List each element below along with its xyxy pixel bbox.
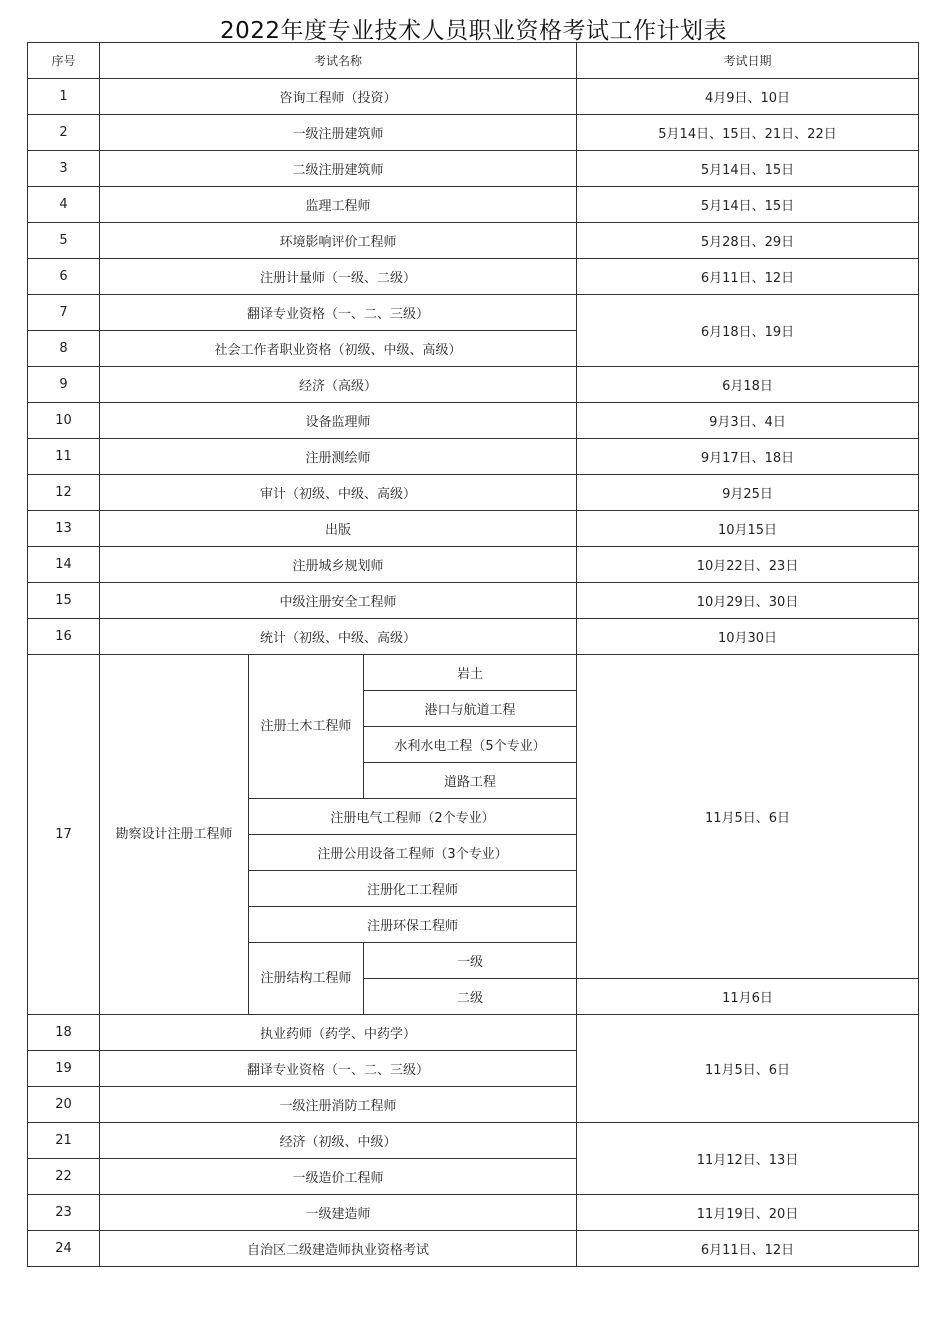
table-row: [28, 1231, 919, 1267]
row-number: 22: [28, 1159, 100, 1195]
table-row: [28, 1195, 919, 1231]
exam-name: 一级注册消防工程师: [100, 1087, 577, 1123]
exam-date: 9月17日、18日: [577, 439, 919, 475]
row-number: 2: [28, 115, 100, 151]
exam-date: 9月3日、4日: [577, 403, 919, 439]
header-row: [28, 43, 919, 79]
exam-specialty: 水利水电工程（5个专业）: [364, 727, 577, 763]
row-number: 18: [28, 1015, 100, 1051]
exam-date: 5月14日、15日、21日、22日: [577, 115, 919, 151]
row-number: 9: [28, 367, 100, 403]
exam-date: 5月14日、15日: [577, 187, 919, 223]
table-row: [28, 79, 919, 115]
exam-name: 一级注册建筑师: [100, 115, 577, 151]
exam-name: 经济（高级）: [100, 367, 577, 403]
table-row: [28, 1123, 919, 1159]
exam-subgroup-name: 注册电气工程师（2个专业）: [249, 799, 577, 835]
exam-specialty: 港口与航道工程: [364, 691, 577, 727]
row-number: 1: [28, 79, 100, 115]
exam-name: 审计（初级、中级、高级）: [100, 475, 577, 511]
table-row: [28, 511, 919, 547]
exam-subgroup-name: 注册化工工程师: [249, 871, 577, 907]
exam-name: 监理工程师: [100, 187, 577, 223]
exam-name: 翻译专业资格（一、二、三级）: [100, 295, 577, 331]
row-number: 14: [28, 547, 100, 583]
row-number: 5: [28, 223, 100, 259]
exam-date: 11月5日、6日: [577, 655, 919, 979]
exam-date: 9月25日: [577, 475, 919, 511]
exam-name: 自治区二级建造师执业资格考试: [100, 1231, 577, 1267]
row-number: 13: [28, 511, 100, 547]
table-row: [28, 151, 919, 187]
exam-specialty: 道路工程: [364, 763, 577, 799]
table-row: [28, 295, 919, 331]
exam-name: 环境影响评价工程师: [100, 223, 577, 259]
exam-date: 11月19日、20日: [577, 1195, 919, 1231]
row-number: 19: [28, 1051, 100, 1087]
table-row: [28, 403, 919, 439]
exam-name: 二级注册建筑师: [100, 151, 577, 187]
exam-date: 10月22日、23日: [577, 547, 919, 583]
exam-name: 中级注册安全工程师: [100, 583, 577, 619]
exam-name: 出版: [100, 511, 577, 547]
row-number: 16: [28, 619, 100, 655]
exam-date: 11月5日、6日: [577, 1015, 919, 1123]
exam-specialty: 岩土: [364, 655, 577, 691]
exam-name: 注册测绘师: [100, 439, 577, 475]
exam-name: 执业药师（药学、中药学）: [100, 1015, 577, 1051]
table-row: [28, 475, 919, 511]
row-number: 6: [28, 259, 100, 295]
row-number: 17: [28, 655, 100, 1015]
row-number: 10: [28, 403, 100, 439]
table-row: [28, 115, 919, 151]
row-number: 12: [28, 475, 100, 511]
exam-name: 注册城乡规划师: [100, 547, 577, 583]
exam-date: 11月6日: [577, 979, 919, 1015]
exam-date: 5月14日、15日: [577, 151, 919, 187]
table-row: [28, 655, 919, 691]
row-number: 15: [28, 583, 100, 619]
table-row: [28, 259, 919, 295]
exam-date: 6月11日、12日: [577, 1231, 919, 1267]
table-row: [28, 547, 919, 583]
exam-date: 11月12日、13日: [577, 1123, 919, 1195]
exam-name: 咨询工程师（投资）: [100, 79, 577, 115]
table-row: [28, 439, 919, 475]
exam-name: 经济（初级、中级）: [100, 1123, 577, 1159]
exam-date: 4月9日、10日: [577, 79, 919, 115]
exam-name: 翻译专业资格（一、二、三级）: [100, 1051, 577, 1087]
row-number: 4: [28, 187, 100, 223]
exam-schedule-table: [27, 42, 919, 1267]
row-number: 24: [28, 1231, 100, 1267]
exam-name: 统计（初级、中级、高级）: [100, 619, 577, 655]
exam-date: 10月30日: [577, 619, 919, 655]
header-date: 考试日期: [577, 43, 919, 79]
exam-name: 一级造价工程师: [100, 1159, 577, 1195]
table-row: [28, 619, 919, 655]
header-no: 序号: [28, 43, 100, 79]
exam-subgroup-name: 注册结构工程师: [249, 943, 364, 1015]
table-row: [28, 1015, 919, 1051]
exam-subgroup-name: 注册土木工程师: [249, 655, 364, 799]
row-number: 8: [28, 331, 100, 367]
row-number: 20: [28, 1087, 100, 1123]
table-row: [28, 583, 919, 619]
table-row: [28, 223, 919, 259]
table-row: [28, 367, 919, 403]
exam-date: 6月18日、19日: [577, 295, 919, 367]
exam-date: 5月28日、29日: [577, 223, 919, 259]
row-number: 7: [28, 295, 100, 331]
exam-name: 注册计量师（一级、二级）: [100, 259, 577, 295]
row-number: 23: [28, 1195, 100, 1231]
exam-date: 6月18日: [577, 367, 919, 403]
row-number: 3: [28, 151, 100, 187]
exam-date: 6月11日、12日: [577, 259, 919, 295]
table-row: [28, 187, 919, 223]
row-number: 11: [28, 439, 100, 475]
row-number: 21: [28, 1123, 100, 1159]
exam-name: 设备监理师: [100, 403, 577, 439]
exam-name: 社会工作者职业资格（初级、中级、高级）: [100, 331, 577, 367]
exam-date: 10月15日: [577, 511, 919, 547]
exam-subgroup-name: 注册环保工程师: [249, 907, 577, 943]
exam-subgroup-name: 注册公用设备工程师（3个专业）: [249, 835, 577, 871]
exam-specialty: 一级: [364, 943, 577, 979]
exam-specialty: 二级: [364, 979, 577, 1015]
page-title: 2022年度专业技术人员职业资格考试工作计划表: [219, 18, 728, 44]
header-name: 考试名称: [100, 43, 577, 79]
exam-name: 一级建造师: [100, 1195, 577, 1231]
exam-date: 10月29日、30日: [577, 583, 919, 619]
exam-group-name: 勘察设计注册工程师: [100, 655, 249, 1015]
